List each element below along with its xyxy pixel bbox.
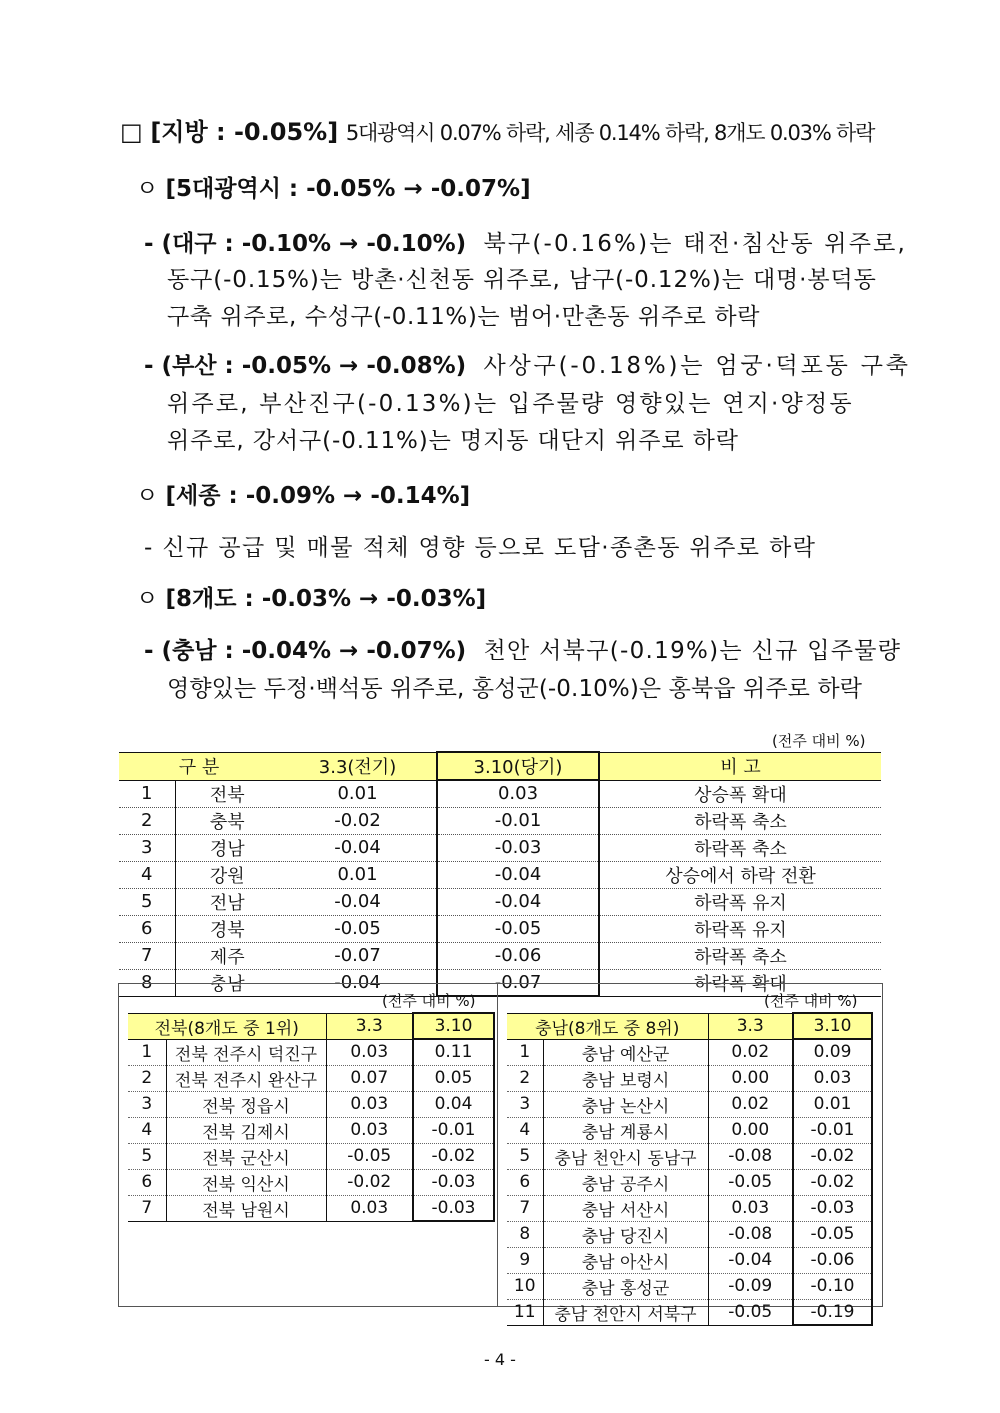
table-row — [507, 1195, 872, 1221]
row-region: 전북 전주시 덕진구 — [166, 1039, 326, 1065]
row-curr-value: 0.03 — [793, 1065, 872, 1091]
row-region: 충남 계룡시 — [543, 1117, 708, 1143]
row-number: 2 — [119, 807, 175, 834]
header-curr: 3.10(당기) — [437, 752, 599, 780]
row-number: 7 — [128, 1195, 166, 1221]
row-region: 충남 — [175, 969, 279, 996]
chungnam-table — [507, 1012, 873, 1326]
row-number: 3 — [507, 1091, 543, 1117]
table-row — [507, 1117, 872, 1143]
row-curr-value: 0.09 — [793, 1039, 872, 1065]
row-region: 충남 당진시 — [543, 1221, 708, 1247]
row-number: 2 — [128, 1065, 166, 1091]
row-prev-value: -0.05 — [326, 1143, 413, 1169]
row-prev-value: -0.02 — [326, 1169, 413, 1195]
row-prev-value: 0.07 — [326, 1065, 413, 1091]
provinces-heading — [136, 584, 486, 614]
row-curr-value: -0.01 — [437, 807, 599, 834]
row-curr-value: -0.19 — [793, 1299, 872, 1325]
row-region: 전남 — [175, 888, 279, 915]
row-prev-value: -0.05 — [708, 1169, 793, 1195]
row-region: 전북 정읍시 — [166, 1091, 326, 1117]
table-row — [507, 1299, 872, 1325]
row-prev-value: 0.03 — [326, 1195, 413, 1221]
row-region: 충남 예산군 — [543, 1039, 708, 1065]
row-note: 하락폭 유지 — [599, 888, 881, 915]
row-number: 6 — [128, 1169, 166, 1195]
row-prev-value: 0.03 — [326, 1039, 413, 1065]
chungnam-line-1 — [144, 636, 901, 666]
busan-line-3: 위주로, 강서구(-0.11%)는 명지동 대단지 위주로 하락 — [167, 428, 739, 454]
square-bullet-icon: □ — [120, 118, 143, 146]
row-curr-value: 0.04 — [413, 1091, 494, 1117]
daegu-line-1 — [144, 229, 907, 259]
row-number: 7 — [507, 1195, 543, 1221]
table-row — [128, 1039, 494, 1065]
row-number: 11 — [507, 1299, 543, 1325]
circle-bullet-icon: ㅇ — [136, 483, 159, 509]
table-header-row — [128, 1013, 494, 1039]
row-note: 하락폭 확대 — [599, 969, 881, 996]
row-number: 4 — [119, 861, 175, 888]
row-number: 5 — [507, 1143, 543, 1169]
row-region: 충남 서산시 — [543, 1195, 708, 1221]
busan-line-1 — [144, 351, 911, 381]
table-row — [119, 888, 881, 915]
row-curr-value: 0.01 — [793, 1091, 872, 1117]
table-row — [119, 861, 881, 888]
header-category: 구 분 — [119, 752, 279, 780]
row-curr-value: 0.05 — [413, 1065, 494, 1091]
chungnam-label: - (충남 : -0.04% → -0.07%) — [144, 638, 467, 664]
row-curr-value: -0.02 — [413, 1143, 494, 1169]
table-row — [128, 1195, 494, 1221]
row-prev-value: 0.00 — [708, 1117, 793, 1143]
row-prev-value: -0.04 — [279, 888, 437, 915]
table-row — [128, 1117, 494, 1143]
page-number: - 4 - — [484, 1350, 516, 1369]
row-number: 3 — [119, 834, 175, 861]
row-prev-value: 0.03 — [326, 1117, 413, 1143]
row-prev-value: -0.02 — [279, 807, 437, 834]
daegu-text-1: 북구(-0.16%)는 태전·침산동 위주로, — [483, 231, 908, 257]
table-row — [507, 1143, 872, 1169]
row-region: 전북 군산시 — [166, 1143, 326, 1169]
chungnam-text-1: 천안 서북구(-0.19%)는 신규 입주물량 — [483, 638, 902, 664]
row-number: 3 — [128, 1091, 166, 1117]
table-row — [119, 915, 881, 942]
row-number: 8 — [507, 1221, 543, 1247]
row-note: 상승에서 하락 전환 — [599, 861, 881, 888]
row-region: 강원 — [175, 861, 279, 888]
row-number: 9 — [507, 1247, 543, 1273]
daegu-line-2: 동구(-0.15%)는 방촌·신천동 위주로, 남구(-0.12%)는 대명·봉덕동 — [167, 267, 877, 293]
table-row — [119, 780, 881, 807]
right-table-unit: (전주 대비 %) — [764, 992, 858, 1010]
row-number: 5 — [128, 1143, 166, 1169]
daegu-label: - (대구 : -0.10% → -0.10%) — [144, 231, 467, 257]
row-prev-value: 0.03 — [708, 1195, 793, 1221]
table-header-row — [507, 1013, 872, 1039]
row-region: 충북 — [175, 807, 279, 834]
row-number: 7 — [119, 942, 175, 969]
row-region: 충남 보령시 — [543, 1065, 708, 1091]
sejong-label: [세종 : -0.09% → -0.14%] — [165, 483, 471, 509]
busan-label: - (부산 : -0.05% → -0.08%) — [144, 353, 467, 379]
row-curr-value: -0.01 — [413, 1117, 494, 1143]
row-region: 충남 천안시 서북구 — [543, 1299, 708, 1325]
table-row — [119, 834, 881, 861]
row-prev-value: -0.08 — [708, 1143, 793, 1169]
table-row — [507, 1065, 872, 1091]
row-note: 하락폭 축소 — [599, 834, 881, 861]
provinces-label: [8개도 : -0.03% → -0.03%] — [165, 586, 487, 612]
row-region: 충남 천안시 동남구 — [543, 1143, 708, 1169]
heading-label: [지방 : -0.05%] — [150, 118, 339, 146]
sejong-text: - 신규 공급 및 매물 적체 영향 등으로 도담·종촌동 위주로 하락 — [144, 535, 817, 561]
table-row — [119, 942, 881, 969]
metro-label: [5대광역시 : -0.05% → -0.07%] — [165, 176, 531, 202]
chungnam-line-2: 영향있는 두정·백석동 위주로, 홍성군(-0.10%)은 홍북읍 위주로 하락 — [167, 676, 863, 702]
row-number: 1 — [128, 1039, 166, 1065]
row-note: 하락폭 축소 — [599, 942, 881, 969]
header-region: 전북(8개도 중 1위) — [128, 1013, 326, 1039]
row-prev-value: 0.03 — [326, 1091, 413, 1117]
row-region: 충남 아산시 — [543, 1247, 708, 1273]
header-curr: 3.10 — [793, 1013, 872, 1039]
header-curr: 3.10 — [413, 1013, 494, 1039]
table-row — [507, 1039, 872, 1065]
row-curr-value: -0.03 — [413, 1195, 494, 1221]
row-prev-value: -0.04 — [279, 969, 437, 996]
table-row — [507, 1273, 872, 1299]
row-region: 충남 홍성군 — [543, 1273, 708, 1299]
row-region: 전북 — [175, 780, 279, 807]
row-number: 4 — [507, 1117, 543, 1143]
table-row — [128, 1169, 494, 1195]
header-prev: 3.3 — [708, 1013, 793, 1039]
row-prev-value: -0.05 — [279, 915, 437, 942]
row-curr-value: 0.11 — [413, 1039, 494, 1065]
row-prev-value: 0.01 — [279, 861, 437, 888]
row-number: 1 — [119, 780, 175, 807]
circle-bullet-icon: ㅇ — [136, 176, 159, 202]
jeonbuk-table — [128, 1012, 495, 1222]
header-note: 비 고 — [599, 752, 881, 780]
row-region: 전북 익산시 — [166, 1169, 326, 1195]
row-curr-value: -0.04 — [437, 888, 599, 915]
table-row — [507, 1247, 872, 1273]
row-curr-value: -0.01 — [793, 1117, 872, 1143]
row-region: 충남 공주시 — [543, 1169, 708, 1195]
row-curr-value: -0.03 — [793, 1195, 872, 1221]
table-row — [507, 1169, 872, 1195]
row-number: 6 — [507, 1169, 543, 1195]
province-weekly-change-table — [119, 751, 881, 997]
row-region: 전북 전주시 완산구 — [166, 1065, 326, 1091]
row-region: 경남 — [175, 834, 279, 861]
row-number: 5 — [119, 888, 175, 915]
row-prev-value: 0.02 — [708, 1039, 793, 1065]
row-curr-value: -0.07 — [437, 969, 599, 996]
row-prev-value: -0.05 — [708, 1299, 793, 1325]
heading-summary: 5대광역시 0.07% 하락, 세종 0.14% 하락, 8개도 0.03% 하락 — [345, 121, 875, 145]
row-note: 하락폭 유지 — [599, 915, 881, 942]
row-curr-value: -0.06 — [793, 1247, 872, 1273]
row-curr-value: -0.05 — [437, 915, 599, 942]
row-region: 경북 — [175, 915, 279, 942]
row-note: 상승폭 확대 — [599, 780, 881, 807]
row-prev-value: 0.02 — [708, 1091, 793, 1117]
row-prev-value: -0.09 — [708, 1273, 793, 1299]
row-note: 하락폭 축소 — [599, 807, 881, 834]
row-curr-value: -0.03 — [437, 834, 599, 861]
row-prev-value: -0.04 — [708, 1247, 793, 1273]
row-prev-value: -0.08 — [708, 1221, 793, 1247]
header-prev: 3.3 — [326, 1013, 413, 1039]
daegu-line-3: 구축 위주로, 수성구(-0.11%)는 범어·만촌동 위주로 하락 — [167, 304, 761, 330]
row-region: 제주 — [175, 942, 279, 969]
row-curr-value: -0.02 — [793, 1143, 872, 1169]
row-curr-value: -0.05 — [793, 1221, 872, 1247]
row-curr-value: -0.03 — [413, 1169, 494, 1195]
table-row — [119, 807, 881, 834]
row-number: 6 — [119, 915, 175, 942]
metro-heading — [136, 174, 531, 204]
sejong-heading — [136, 481, 470, 511]
row-prev-value: -0.04 — [279, 834, 437, 861]
box-divider — [497, 983, 498, 1307]
table-row — [128, 1091, 494, 1117]
row-number: 4 — [128, 1117, 166, 1143]
table-row — [128, 1065, 494, 1091]
left-table-unit: (전주 대비 %) — [382, 992, 476, 1010]
row-number: 1 — [507, 1039, 543, 1065]
circle-bullet-icon: ㅇ — [136, 586, 159, 612]
row-number: 8 — [119, 969, 175, 996]
row-prev-value: 0.00 — [708, 1065, 793, 1091]
main-table-unit: (전주 대비 %) — [772, 732, 866, 750]
header-region: 충남(8개도 중 8위) — [507, 1013, 708, 1039]
header-prev: 3.3(전기) — [279, 752, 437, 780]
row-curr-value: -0.02 — [793, 1169, 872, 1195]
row-prev-value: -0.07 — [279, 942, 437, 969]
row-curr-value: -0.04 — [437, 861, 599, 888]
row-curr-value: 0.03 — [437, 780, 599, 807]
row-region: 전북 김제시 — [166, 1117, 326, 1143]
table-header-row — [119, 752, 881, 780]
heading-line — [120, 117, 874, 148]
table-row — [128, 1143, 494, 1169]
busan-text-1: 사상구(-0.18%)는 엄궁·덕포동 구축 — [483, 353, 911, 379]
row-region: 충남 논산시 — [543, 1091, 708, 1117]
table-row — [507, 1091, 872, 1117]
row-region: 전북 남원시 — [166, 1195, 326, 1221]
busan-line-2: 위주로, 부산진구(-0.13%)는 입주물량 영향있는 연지·양정동 — [167, 391, 854, 417]
row-number: 2 — [507, 1065, 543, 1091]
row-curr-value: -0.10 — [793, 1273, 872, 1299]
table-row — [507, 1221, 872, 1247]
row-prev-value: 0.01 — [279, 780, 437, 807]
row-curr-value: -0.06 — [437, 942, 599, 969]
row-number: 10 — [507, 1273, 543, 1299]
